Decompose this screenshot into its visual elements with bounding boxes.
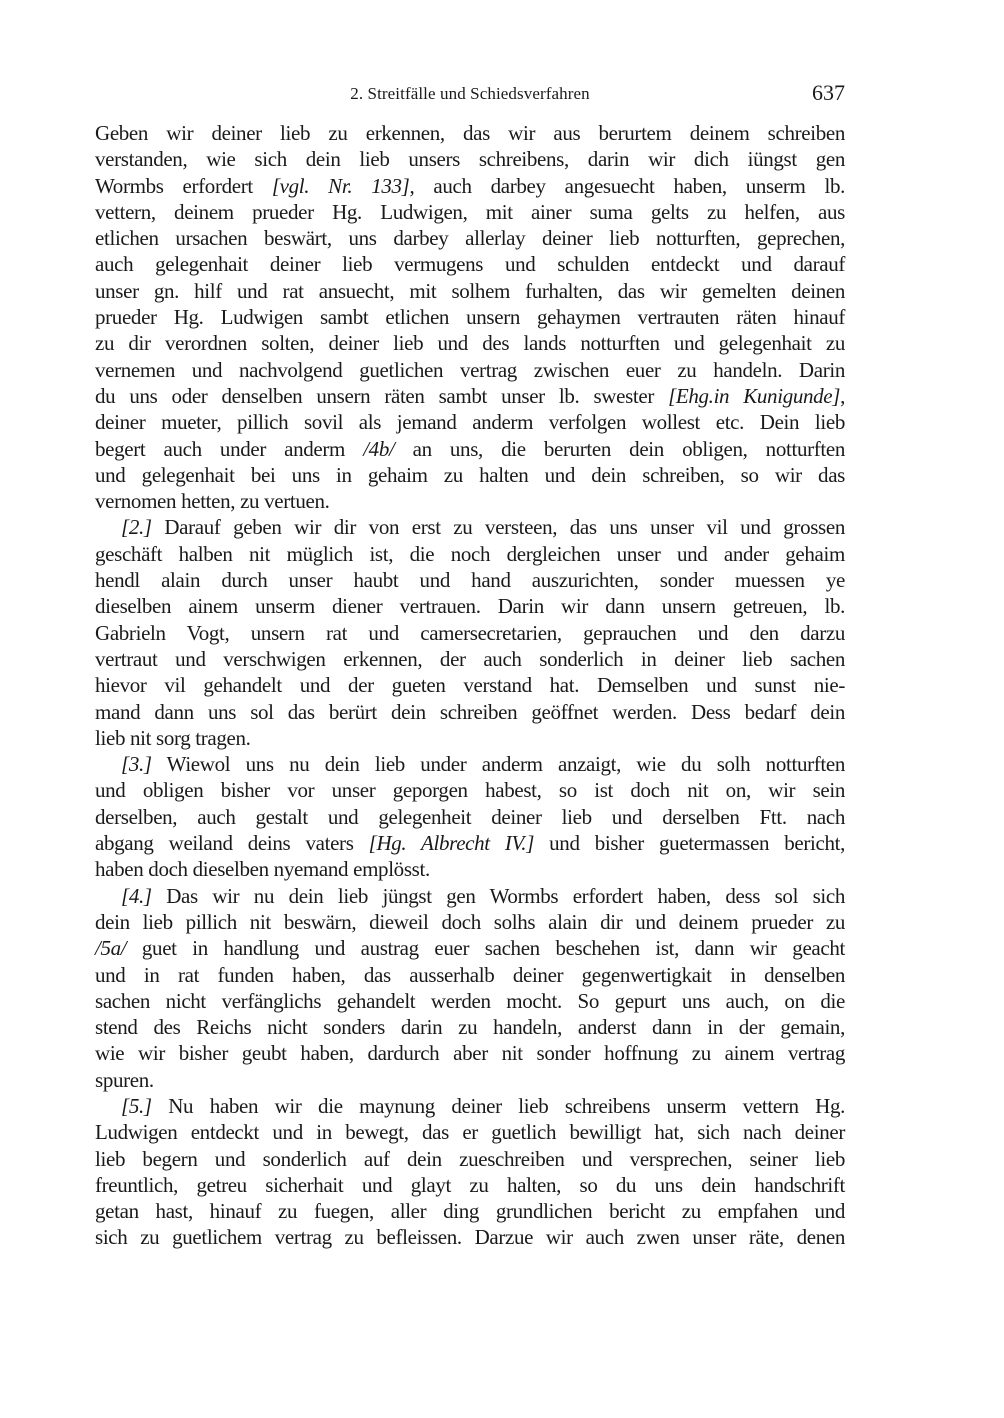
text-line (95, 1093, 845, 1119)
text-line: Geben wir deiner lieb zu erkennen, das wir aus berurtem deinem schreiben (95, 121, 845, 145)
text-line (95, 173, 845, 199)
editorial-annotation: [3.] (121, 752, 152, 777)
text-line: sich zu guetlichem vertrag zu befleissen. Darzue wir auch zwen unser räte, denen (95, 1225, 845, 1250)
text-line (95, 883, 845, 909)
text-line: lieb begern und sonderlich auf dein zueschreiben und versprechen, seiner lieb (95, 1146, 845, 1171)
text-line: verstanden, wie sich dein lieb unsers schreibens, darin wir dich iüngst gen (95, 147, 845, 172)
text-segment: und bisher guetermassen bericht, (534, 831, 845, 856)
editorial-annotation: [Ehg.in Kunigunde] (668, 383, 841, 408)
text-line: geschäft halben nit müglich ist, die noch dergleichen unser und ander gehaim (95, 541, 845, 566)
text-line: zu dir verordnen solten, deiner lieb und des lands notturften und gelegenhait zu (95, 331, 845, 356)
text-line: vertraut und verschwigen erkennen, der auch sonderlich in deiner lieb sachen (95, 646, 845, 671)
text-line: prueder Hg. Ludwigen sambt etlichen unsern gehaymen vertrauten räten hinauf (95, 305, 845, 330)
text-line: Gabrieln Vogt, unsern rat und camersecretarien, geprauchen und den darzu (95, 620, 845, 645)
text-line: auch gelegenhait deiner lieb vermugens und schulden entdeckt und darauf (95, 252, 845, 277)
text-line: etlichen ursachen beswärt, uns darbey allerlay deiner lieb notturften, geprechen, (95, 226, 845, 251)
text-line (95, 383, 845, 409)
text-line: dein lieb pillich nit beswärn, dieweil doch solhs alain dir und deinem prueder zu (95, 909, 845, 934)
text-segment: , (840, 383, 845, 408)
text-line: wie wir bisher geubt haben, dardurch aber nit sonder hoffnung zu ainem vertrag (95, 1041, 845, 1066)
editorial-annotation: [vgl. Nr. 133] (271, 173, 410, 198)
text-line: unser gn. hilf und rat ansuecht, mit solhem furhalten, das wir gemelten deinen (95, 278, 845, 303)
running-head-title: 2. Streitfälle und Schiedsverfahren (350, 84, 590, 103)
text-line (95, 935, 845, 961)
text-line: vernomen hetten, zu vertuen. (95, 489, 330, 514)
text-line: vernemen und nachvolgend guetlichen vertrag zwischen euer zu handeln. Darin (95, 357, 845, 382)
text-line: sachen nicht verfänglichs gehandelt werden mocht. So gepurt uns auch, on die (95, 988, 845, 1013)
editorial-annotation: [4.] (121, 883, 152, 908)
text-line: haben doch dieselben nyemand emplösst. (95, 857, 430, 882)
text-line: derselben, auch gestalt und gelegenheit deiner lieb und derselben Ftt. nach (95, 804, 845, 829)
editorial-annotation: [Hg. Albrecht IV.] (368, 831, 535, 856)
text-segment: Das wir nu dein lieb jüngst gen Wormbs erfordert haben, dess sol sich (151, 883, 845, 908)
text-line: Ludwigen entdeckt und in bewegt, das er guetlich bewilligt hat, sich nach deiner (95, 1120, 845, 1145)
editorial-annotation: [2.] (121, 515, 152, 540)
text-line: stend des Reichs nicht sonders darin zu handeln, anderst dann in der gemain, (95, 1015, 845, 1040)
text-segment: Darauf geben wir dir von erst zu versteen, das uns unser vil und grossen (151, 515, 845, 540)
text-segment: begert auch under anderm (95, 436, 364, 461)
text-line: hievor vil gehandelt und der gueten verstand hat. Demselben und sunst nie- (95, 673, 845, 698)
text-line: und in rat funden haben, das ausserhalb deiner gegenwertigkait in denselben (95, 962, 845, 987)
text-line (95, 751, 845, 777)
text-segment: Wiewol uns nu dein lieb under anderm anzaigt, wie du solh notturften (151, 752, 845, 777)
text-line: freuntlich, getreu sicherhait und glayt zu halten, so du uns dein handschrift (95, 1172, 845, 1197)
text-segment: Wormbs erfordert (95, 173, 272, 198)
page-number: 637 (812, 80, 845, 105)
text-line (95, 514, 845, 540)
text-segment: Nu haben wir die maynung deiner lieb schreibens unserm vettern Hg. (151, 1093, 845, 1118)
text-line: getan hast, hinauf zu fuegen, aller ding grundlichen bericht zu empfahen und (95, 1199, 845, 1224)
editorial-annotation: [5.] (121, 1093, 152, 1118)
editorial-annotation: /5a/ (95, 936, 127, 961)
text-line: spuren. (95, 1067, 154, 1092)
text-line: vettern, deinem prueder Hg. Ludwigen, mit ainer suma gelts zu helfen, aus (95, 199, 845, 224)
text-segment: an uns, die berurten dein obligen, notturften (394, 436, 845, 461)
text-segment: abgang weiland deins vaters (95, 831, 369, 856)
text-line: lieb nit sorg tragen. (95, 725, 251, 750)
text-line: dieselben ainem unserm diener vertrauen. Darin wir dann unsern getreuen, lb. (95, 594, 845, 619)
text-segment: du uns oder denselben unsern räten sambt unser lb. swester (95, 383, 669, 408)
text-segment: , auch darbey angesuecht haben, unserm lb. (409, 173, 846, 198)
text-line: und gelegenhait bei uns in gehaim zu halten und dein schreiben, so wir das (95, 462, 845, 487)
text-line: mand dann uns sol das berürt dein schreiben geöffnet werden. Dess bedarf dein (95, 699, 845, 724)
editorial-annotation: /4b/ (363, 436, 395, 461)
text-line (95, 436, 845, 462)
body-text (95, 120, 845, 1251)
text-line: deiner mueter, pillich sovil als jemand anderm verfolgen wollest etc. Dein lieb (95, 410, 845, 435)
running-head (95, 80, 845, 106)
text-segment: guet in handlung und austrag euer sachen beschehen ist, dann wir geacht (126, 936, 845, 961)
text-line: und obligen bisher vor unser geporgen habest, so ist doch nit on, wir sein (95, 778, 845, 803)
text-line: hendl alain durch unser haubt und hand auszurichten, sonder muessen ye (95, 568, 845, 593)
text-line (95, 830, 845, 856)
